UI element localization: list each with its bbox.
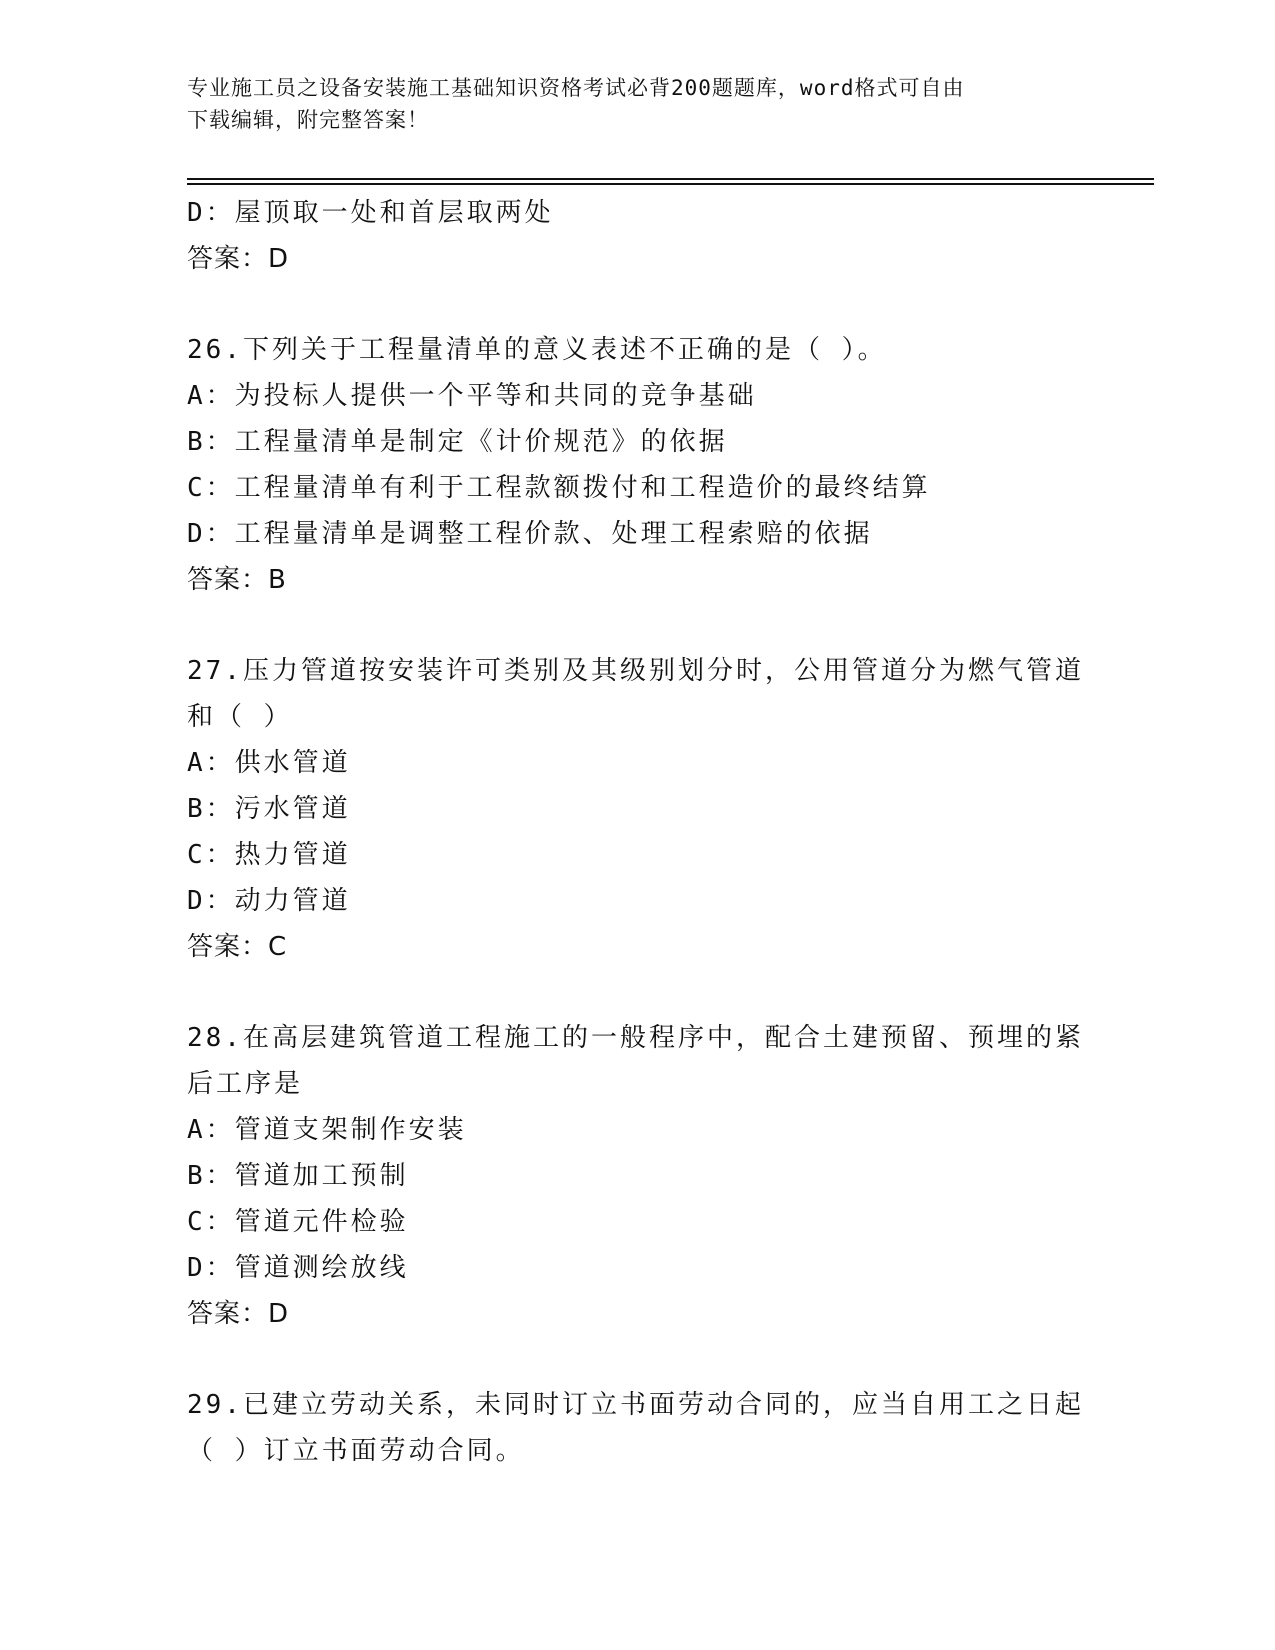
question-stem-continued: 和（ ）: [187, 702, 293, 732]
spacer: [187, 282, 1087, 327]
answer-line: 答案：D: [187, 244, 290, 274]
option-d: D：管道测绘放线: [187, 1253, 409, 1283]
option-c: C：热力管道: [187, 840, 351, 870]
spacer: [187, 603, 1087, 648]
spacer: [187, 1337, 1087, 1382]
option-c: C：管道元件检验: [187, 1207, 409, 1237]
option-b: B：管道加工预制: [187, 1161, 409, 1191]
question-29: [187, 1382, 1087, 1474]
question-25-tail: [187, 190, 1087, 282]
header-rule-top: [187, 178, 1154, 180]
question-28: [187, 1015, 1087, 1337]
question-stem: 27.压力管道按安装许可类别及其级别划分时，公用管道分为燃气管道: [187, 656, 1084, 686]
answer-line: 答案：D: [187, 1299, 290, 1329]
spacer: [187, 970, 1087, 1015]
option-a: A：为投标人提供一个平等和共同的竞争基础: [187, 381, 757, 411]
document-header: [187, 72, 1067, 136]
answer-line: 答案：C: [187, 932, 288, 962]
option-c: C：工程量清单有利于工程款额拨付和工程造价的最终结算: [187, 473, 931, 503]
document-body: [187, 190, 1087, 1474]
option-b: B：工程量清单是制定《计价规范》的依据: [187, 427, 728, 457]
answer-line: 答案：B: [187, 565, 287, 595]
question-stem-continued: 后工序是: [187, 1069, 304, 1099]
question-stem: 29.已建立劳动关系，未同时订立书面劳动合同的，应当自用工之日起: [187, 1390, 1084, 1420]
question-27: [187, 648, 1087, 970]
option-d: D：动力管道: [187, 886, 351, 916]
question-stem-continued: （ ）订立书面劳动合同。: [187, 1436, 525, 1466]
option-a: A：供水管道: [187, 748, 351, 778]
question-stem: 26.下列关于工程量清单的意义表述不正确的是（ ）。: [187, 335, 887, 365]
option-d: D：屋顶取一处和首层取两处: [187, 198, 554, 228]
question-26: [187, 327, 1087, 603]
header-line-2: 下载编辑，附完整答案！: [187, 108, 429, 132]
option-d: D：工程量清单是调整工程价款、处理工程索赔的依据: [187, 519, 873, 549]
option-b: B：污水管道: [187, 794, 351, 824]
header-line-1: 专业施工员之设备安装施工基础知识资格考试必背200题题库，word格式可自由: [187, 76, 965, 100]
question-stem: 28.在高层建筑管道工程施工的一般程序中，配合土建预留、预埋的紧: [187, 1023, 1084, 1053]
option-a: A：管道支架制作安装: [187, 1115, 467, 1145]
header-rule-bottom: [187, 183, 1154, 185]
